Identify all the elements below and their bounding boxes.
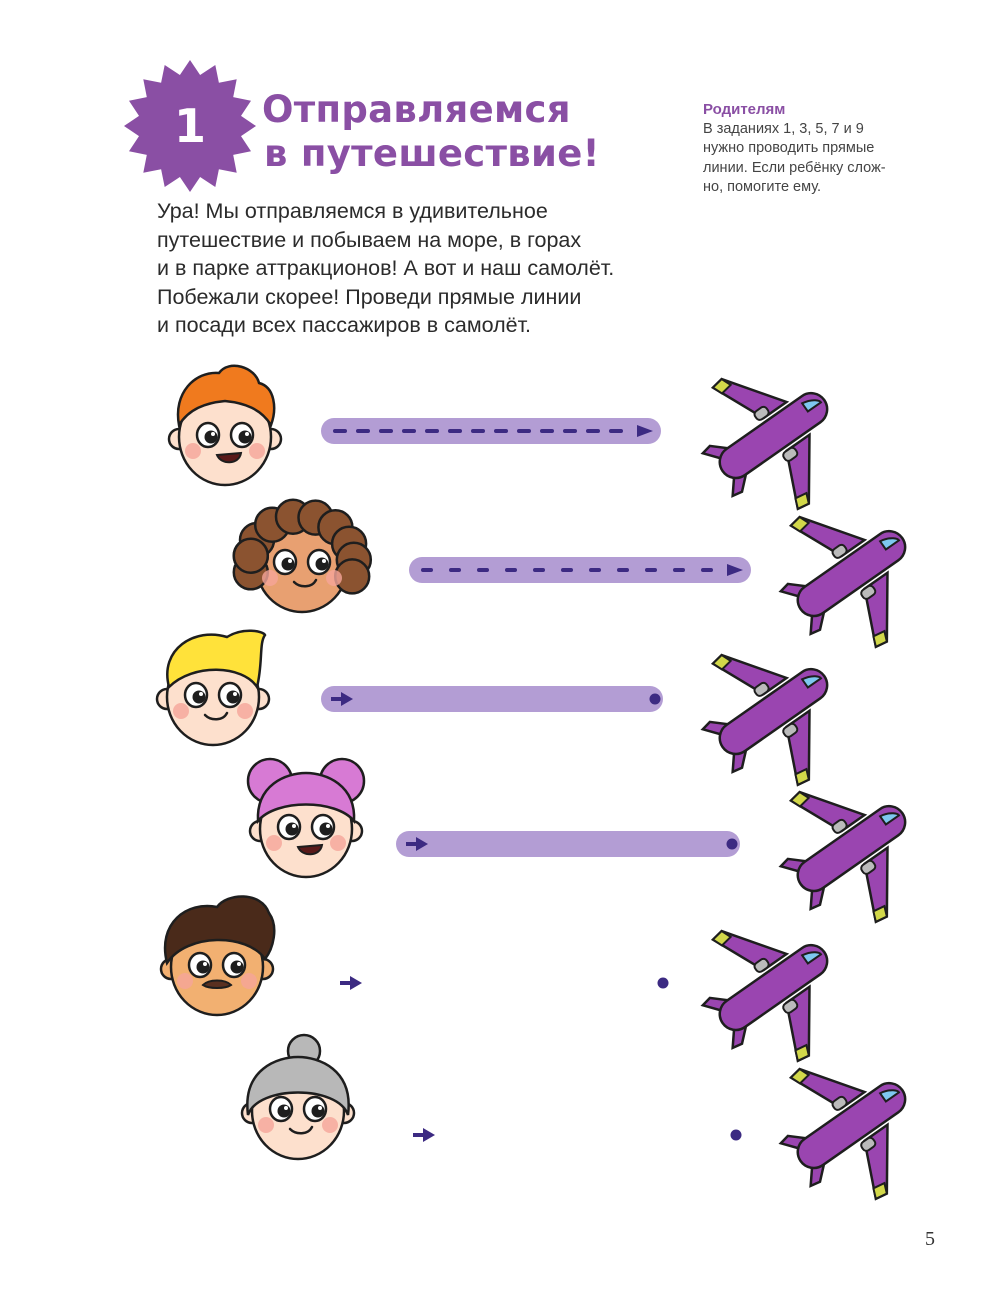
end-dot-icon <box>650 694 661 705</box>
tracing-track-1[interactable] <box>311 415 681 447</box>
arrow-right-icon <box>340 976 362 990</box>
page-title <box>262 88 600 176</box>
airplane-icon <box>705 908 855 1058</box>
trace-dash <box>609 429 623 433</box>
intro-line: и посади всех пассажиров в самолёт. <box>157 313 532 338</box>
title-line-1: Отправляемся <box>262 88 571 131</box>
child-face-icon <box>228 1027 368 1177</box>
page-number: 5 <box>925 1228 935 1250</box>
tracing-track-6[interactable] <box>393 1119 764 1151</box>
trace-dash <box>589 568 601 572</box>
tracing-track-5[interactable] <box>320 967 691 999</box>
airplane-icon <box>705 632 855 782</box>
trace-dash <box>421 568 433 572</box>
face-mustached-man <box>147 883 287 1033</box>
tracing-track-3[interactable] <box>311 683 683 715</box>
airplane-4[interactable] <box>783 769 933 919</box>
arrow-right-icon <box>413 1128 435 1142</box>
child-face-icon <box>143 613 283 763</box>
trace-dash <box>540 429 554 433</box>
airplane-6[interactable] <box>783 1046 933 1196</box>
airplane-icon <box>783 494 933 644</box>
intro-line: и в парке аттракционов! А вот и наш самолёт. <box>157 256 615 281</box>
end-dot-icon <box>731 1130 742 1141</box>
face-grandmother <box>228 1027 368 1177</box>
end-dot-icon <box>727 839 738 850</box>
trace-dash <box>563 429 577 433</box>
track-bar <box>396 831 740 857</box>
trace-dash <box>449 568 461 572</box>
trace-dash <box>356 429 370 433</box>
track-bar <box>321 686 663 712</box>
airplane-icon <box>705 356 855 506</box>
trace-dash <box>402 429 416 433</box>
child-face-icon <box>147 883 287 1033</box>
tracing-track-4[interactable] <box>386 828 760 860</box>
trace-dash <box>505 568 517 572</box>
trace-dash <box>425 429 439 433</box>
face-blond-boy <box>143 613 283 763</box>
parents-note-heading: Родителям <box>703 101 786 118</box>
trace-dash <box>379 429 393 433</box>
airplane-5[interactable] <box>705 908 855 1058</box>
trace-dash <box>333 429 347 433</box>
tracing-track-2[interactable] <box>399 554 771 586</box>
trace-dash <box>673 568 685 572</box>
trace-dash <box>494 429 508 433</box>
trace-dash <box>617 568 629 572</box>
task-number: 1 <box>173 99 206 153</box>
child-face-icon <box>232 480 372 630</box>
trace-dash <box>561 568 573 572</box>
intro-line: путешествие и побываем на море, в горах <box>157 227 582 252</box>
intro-line: Побежали скорее! Проведи прямые линии <box>157 284 582 309</box>
intro-line: Ура! Мы отправляемся в удивительное <box>157 199 548 223</box>
parents-note-line: В заданиях 1, 3, 5, 7 и 9 <box>703 120 864 137</box>
airplane-icon <box>783 769 933 919</box>
parents-note-line: линии. Если ребёнку слож- <box>703 159 886 176</box>
airplane-1[interactable] <box>705 356 855 506</box>
trace-dash <box>533 568 545 572</box>
trace-dash <box>448 429 462 433</box>
parents-note <box>703 100 933 198</box>
intro-text <box>157 197 677 340</box>
trace-dash <box>701 568 713 572</box>
parents-note-line: нужно проводить прямые <box>703 140 875 156</box>
airplane-2[interactable] <box>783 494 933 644</box>
parents-note-line: но, помогите ему. <box>703 179 822 195</box>
airplane-icon <box>783 1046 933 1196</box>
task-number-badge <box>122 58 258 194</box>
trace-dash <box>517 429 531 433</box>
title-line-2: в путешествие! <box>264 132 600 175</box>
trace-dash <box>586 429 600 433</box>
end-dot-icon <box>658 978 669 989</box>
face-curly-haired-girl <box>232 480 372 630</box>
airplane-3[interactable] <box>705 632 855 782</box>
trace-dash <box>645 568 657 572</box>
trace-dash <box>477 568 489 572</box>
child-face-icon <box>236 745 376 895</box>
trace-dash <box>471 429 485 433</box>
face-pink-haired-girl <box>236 745 376 895</box>
